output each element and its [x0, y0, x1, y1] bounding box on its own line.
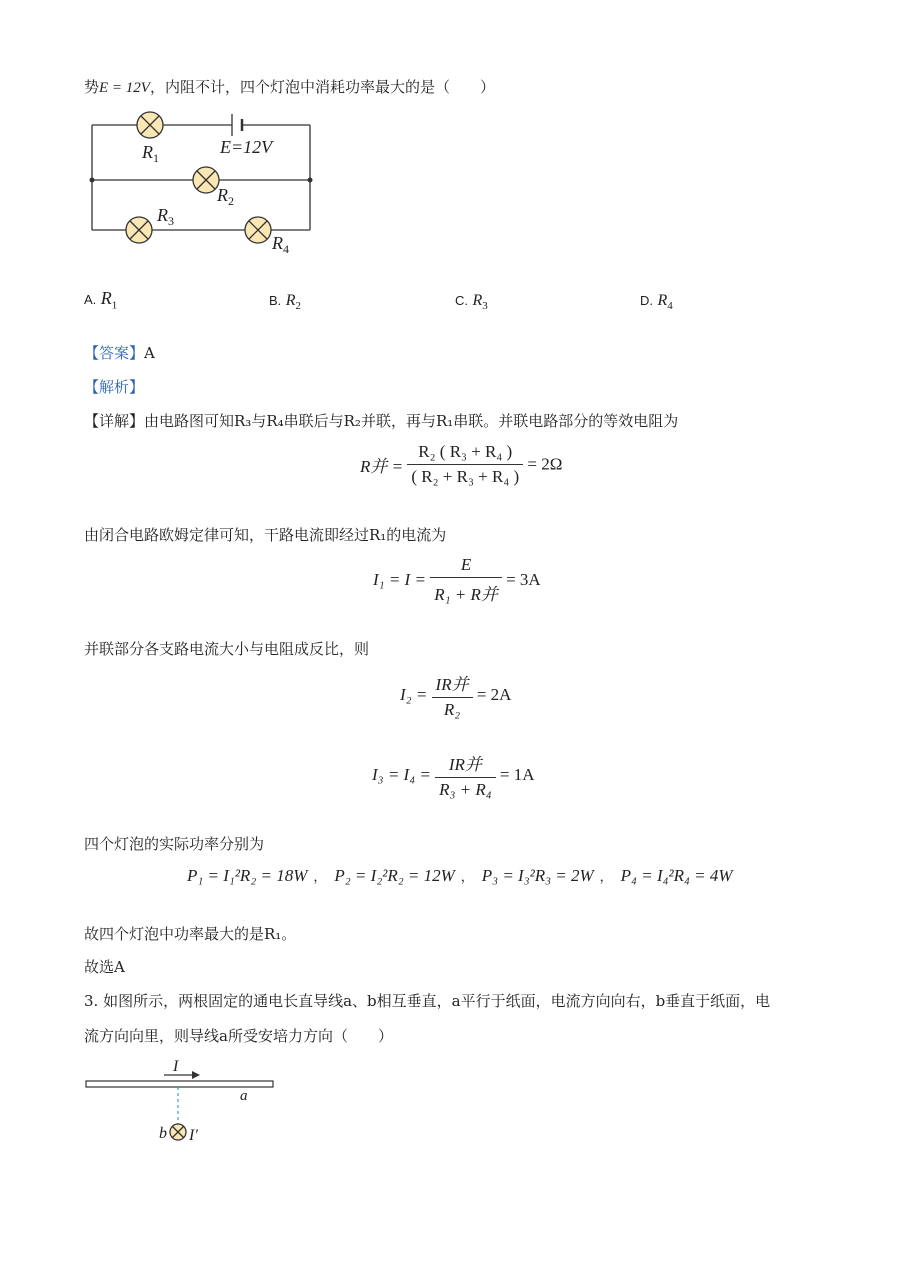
choice-line: 故选A — [84, 958, 125, 976]
detail-tag: 【详解】 — [84, 412, 145, 430]
stem-emf: E = 12V — [99, 80, 150, 96]
wire-a — [86, 1081, 273, 1087]
label-r3: $R_3$ — [157, 205, 174, 228]
q2-stem — [84, 77, 495, 98]
equation-main-current: I₁ = I = $\frac{E}{\text{R₁ + R并}}$ = 3A — [373, 555, 541, 604]
analysis-tag: 【解析】 — [84, 378, 145, 396]
power-equations: P₁ = I₁²R₂ = 18W ， P₂ = I₂²R₂ = 12W ， P₃ = I₃²R₃ = 2W ， P₄ = I₄²R₄ = 4W — [187, 866, 733, 885]
label-wire-b: b — [159, 1125, 167, 1142]
junction-dot — [308, 178, 313, 183]
equation-i3-i4: I₃ = I₄ = $\frac{\text{IR并}}{\text{R₃ + R₄}}$ = 1A — [372, 750, 535, 800]
lamp-r1-icon — [137, 112, 163, 138]
power-p4: P₄ = I₄²R₄ = 4W — [620, 866, 733, 885]
junction-dot — [90, 178, 95, 183]
label-current-i: I — [173, 1058, 179, 1075]
lamp-r2-icon — [193, 167, 219, 193]
ohm-law-line: 由闭合电路欧姆定律可知，干路电流即经过R₁的电流为 — [84, 526, 447, 544]
q3-stem-line2: 流方向向里，则导线a所受安培力方向（ ） — [84, 1027, 393, 1045]
answer-line — [84, 343, 155, 363]
label-current-i-prime: I′ — [189, 1127, 198, 1144]
detail-text: 由电路图可知R₃与R₄串联后与R₂并联，再与R₁串联。并联电路部分的等效电阻为 — [144, 412, 679, 430]
wire-b-into-page-icon — [170, 1124, 186, 1140]
detail-line — [84, 411, 678, 431]
current-arrow-icon — [164, 1071, 200, 1079]
circuit-diagram — [80, 108, 330, 258]
q3-stem-line1: 3. 如图所示，两根固定的通电长直导线a、b相互垂直，a平行于纸面，电流方向向右，b垂直于纸面，电 — [84, 992, 771, 1010]
option-d[interactable]: D. $R_4$ — [640, 292, 673, 313]
lamp-r3-icon — [126, 217, 152, 243]
equation-i2: I₂ = $\frac{\text{IR并}}{\text{R₂}}$ = 2A — [400, 670, 511, 720]
option-b[interactable]: B. $R_2$ — [269, 292, 302, 313]
option-c[interactable]: C. $R_3$ — [455, 292, 488, 313]
label-r2: $R_2$ — [217, 185, 234, 208]
option-a[interactable]: A. $R_1$ — [84, 288, 118, 312]
power-p3: P₃ = I₃²R₃ = 2W — [481, 866, 594, 885]
answer-value: A — [144, 344, 155, 362]
wire-figure — [80, 1055, 290, 1155]
stem-prefix: 势 — [84, 78, 100, 96]
label-wire-a: a — [240, 1088, 248, 1104]
battery-icon — [232, 114, 242, 136]
stem-suffix: ，内阻不计，四个灯泡中消耗功率最大的是（ ） — [149, 78, 495, 96]
power-p1: P₁ = I₁²R₂ = 18W — [187, 866, 308, 885]
answer-tag: 【答案】 — [84, 344, 145, 362]
conclusion-line: 故四个灯泡中功率最大的是R₁。 — [84, 925, 297, 943]
branch-current-line: 并联部分各支路电流大小与电阻成反比，则 — [84, 640, 370, 658]
lamp-r4-icon — [245, 217, 271, 243]
label-r4: $R_4$ — [272, 233, 289, 256]
power-p2: P₂ = I₂²R₂ = 12W — [334, 866, 455, 885]
label-emf: E=12V — [220, 137, 273, 157]
label-r1: $R_1$ — [142, 142, 159, 165]
power-intro-line: 四个灯泡的实际功率分别为 — [84, 835, 265, 853]
equation-equivalent-resistance: R并 = $\frac{\text{R₂ ( R₃ + R₄ )}}{\text{( R₂ + R₃ + R₄ )}}$ = 2Ω — [360, 442, 563, 486]
